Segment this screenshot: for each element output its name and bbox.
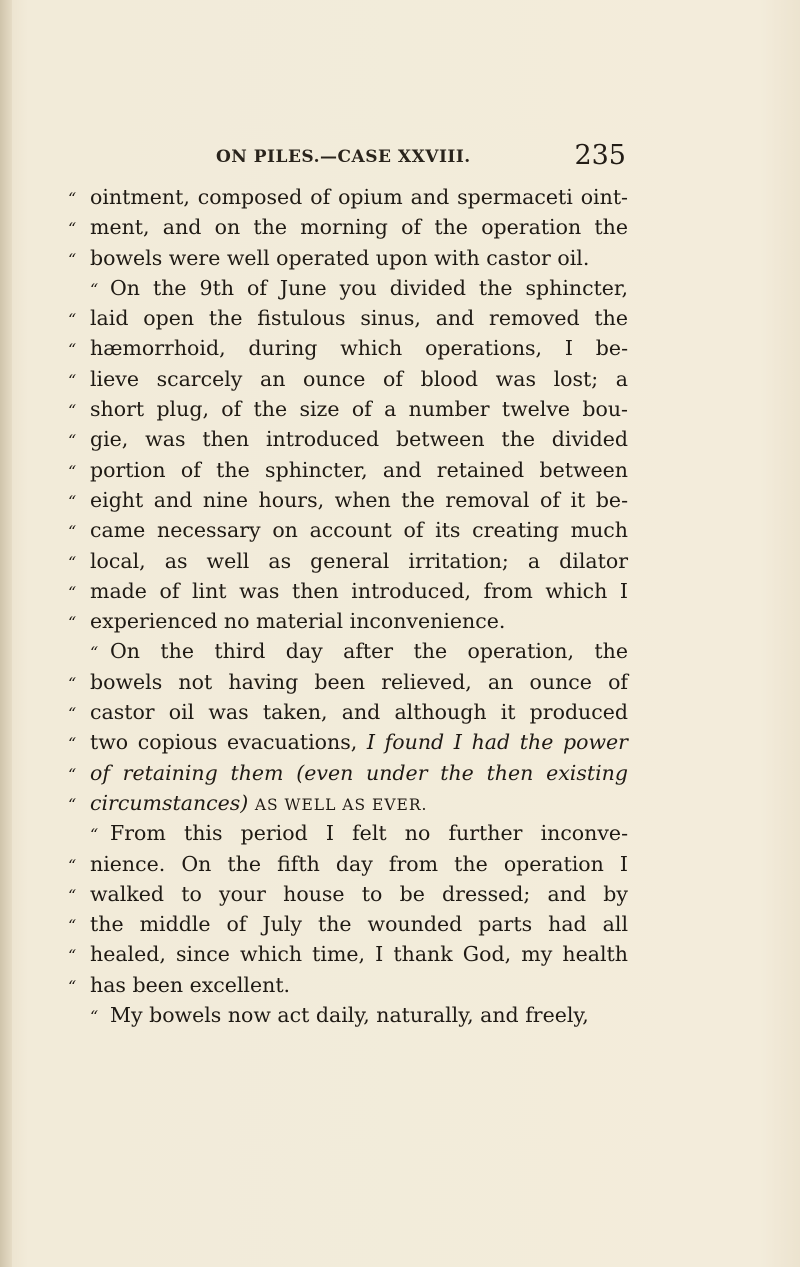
- text-line: “ On the third day after the operation, the: [68, 636, 628, 666]
- text-line: “ ointment, composed of opium and spermaceti oint-: [68, 182, 628, 212]
- text-line: “ From this period I felt no further inconve-: [68, 818, 628, 848]
- running-head: ON PILES.—CASE XXVIII.: [216, 147, 471, 167]
- quote-mark: “: [68, 431, 77, 451]
- quote-mark: “: [68, 461, 77, 481]
- quote-mark: “: [68, 613, 77, 633]
- quote-mark: “: [90, 825, 99, 845]
- quote-mark: “: [68, 310, 77, 330]
- quote-mark: “: [68, 249, 77, 269]
- quote-mark: “: [68, 522, 77, 542]
- quote-mark: “: [90, 1007, 99, 1027]
- text-line: “ walked to your house to be dressed; and by: [68, 879, 628, 909]
- quote-mark: “: [68, 401, 77, 421]
- page-binding-edge: [0, 0, 12, 1267]
- text-line: “ two copious evacuations, I found I had the power: [68, 727, 628, 757]
- quote-mark: “: [68, 340, 77, 360]
- text-line: [68, 788, 628, 818]
- text-line: “ short plug, of the size of a number twelve bou-: [68, 394, 628, 424]
- text-line: “ healed, since which time, I thank God, my health: [68, 939, 628, 969]
- text-line: “ hæmorrhoid, during which operations, I be-: [68, 333, 628, 363]
- small-caps-emphasis: AS WELL AS EVER.: [254, 795, 428, 814]
- text-line: “ bowels were well operated upon with castor oil.: [68, 243, 628, 273]
- text-line: “ made of lint was then introduced, from which I: [68, 576, 628, 606]
- quote-mark: “: [68, 552, 77, 572]
- quote-mark: “: [68, 219, 77, 239]
- text-line: “ gie, was then introduced between the divided: [68, 424, 628, 454]
- italic-emphasis: I found I had the power: [366, 730, 628, 755]
- quote-mark: “: [68, 491, 77, 511]
- quote-mark: “: [68, 976, 77, 996]
- text-line: “ laid open the fistulous sinus, and removed the: [68, 303, 628, 333]
- quote-mark: “: [90, 279, 99, 299]
- quote-mark: “: [68, 189, 77, 208]
- body-text: [68, 182, 628, 1030]
- page-number: 235: [574, 140, 626, 171]
- quote-mark: “: [68, 916, 77, 936]
- quote-mark: “: [68, 946, 77, 966]
- text-line: “ My bowels now act daily, naturally, and freely,: [68, 1000, 628, 1030]
- quote-mark: “: [68, 704, 77, 724]
- text-line: “ On the 9th of June you divided the sphincter,: [68, 273, 628, 303]
- quote-mark: “: [90, 643, 99, 663]
- text-line: “ nience. On the fifth day from the operation I: [68, 849, 628, 879]
- text-line: “ the middle of July the wounded parts had all: [68, 909, 628, 939]
- text-line: “ has been excellent.: [68, 970, 628, 1000]
- text-line: “ came necessary on account of its creating much: [68, 515, 628, 545]
- quote-mark: “: [68, 673, 77, 693]
- quote-mark: “: [68, 370, 77, 390]
- quote-mark: “: [68, 855, 77, 875]
- text-line: “ experienced no material inconvenience.: [68, 606, 628, 636]
- text-line: “ ment, and on the morning of the operation the: [68, 212, 628, 242]
- page-header: [216, 140, 626, 176]
- italic-emphasis: circumstances): [90, 790, 249, 815]
- quote-mark: “: [68, 885, 77, 905]
- text-line: “ castor oil was taken, and although it produced: [68, 697, 628, 727]
- quote-mark: “: [68, 794, 77, 814]
- quote-mark: “: [68, 734, 77, 754]
- text-line: “ lieve scarcely an ounce of blood was lost; a: [68, 364, 628, 394]
- quote-mark: “: [68, 582, 77, 602]
- text-line: “ eight and nine hours, when the removal of it be-: [68, 485, 628, 515]
- italic-emphasis: of retaining them (even under the then existing: [90, 760, 628, 785]
- text-line: “ bowels not having been relieved, an ounce of: [68, 667, 628, 697]
- text-line: “ portion of the sphincter, and retained between: [68, 455, 628, 485]
- quote-mark: “: [68, 764, 77, 784]
- text-line: “ local, as well as general irritation; a dilator: [68, 546, 628, 576]
- text-line: [68, 758, 628, 788]
